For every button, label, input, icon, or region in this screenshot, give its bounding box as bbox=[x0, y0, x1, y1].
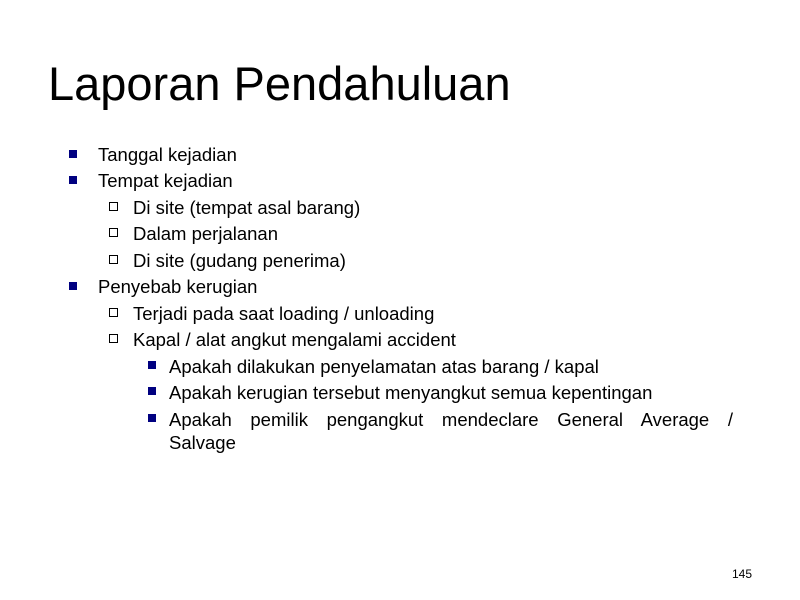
square-bullet-icon bbox=[148, 361, 156, 369]
bullet-item-level2: Terjadi pada saat loading / unloading bbox=[133, 303, 435, 324]
hollow-square-bullet-icon bbox=[109, 202, 118, 211]
bullet-item-level2: Di site (tempat asal barang) bbox=[133, 197, 361, 218]
hollow-square-bullet-icon bbox=[109, 334, 118, 343]
bullet-item-level3: Apakah kerugian tersebut menyangkut semua kepentingan bbox=[169, 382, 653, 403]
slide-title: Laporan Pendahuluan bbox=[48, 57, 511, 110]
hollow-square-bullet-icon bbox=[109, 308, 118, 317]
square-bullet-icon bbox=[69, 150, 77, 158]
square-bullet-icon bbox=[69, 176, 77, 184]
bullet-item-level3-justified bbox=[169, 408, 733, 454]
bullet-item-level3: Apakah dilakukan penyelamatan atas barang / kapal bbox=[169, 356, 599, 377]
bullet-item-level1: Tanggal kejadian bbox=[98, 144, 237, 165]
square-bullet-icon bbox=[148, 387, 156, 395]
bullet-item-line1: Apakah pemilik pengangkut mendeclare General Average / bbox=[169, 409, 733, 430]
bullet-item-level2: Kapal / alat angkut mengalami accident bbox=[133, 329, 456, 350]
bullet-item-level2: Di site (gudang penerima) bbox=[133, 250, 346, 271]
bullet-item-level2: Dalam perjalanan bbox=[133, 223, 279, 244]
hollow-square-bullet-icon bbox=[109, 255, 118, 264]
square-bullet-icon bbox=[69, 282, 77, 290]
page-number: 145 bbox=[731, 567, 752, 581]
bullet-item-line2: Salvage bbox=[169, 432, 236, 453]
hollow-square-bullet-icon bbox=[109, 228, 118, 237]
bullet-item-level1: Penyebab kerugian bbox=[98, 276, 258, 297]
square-bullet-icon bbox=[148, 414, 156, 422]
bullet-item-level1: Tempat kejadian bbox=[98, 170, 233, 191]
